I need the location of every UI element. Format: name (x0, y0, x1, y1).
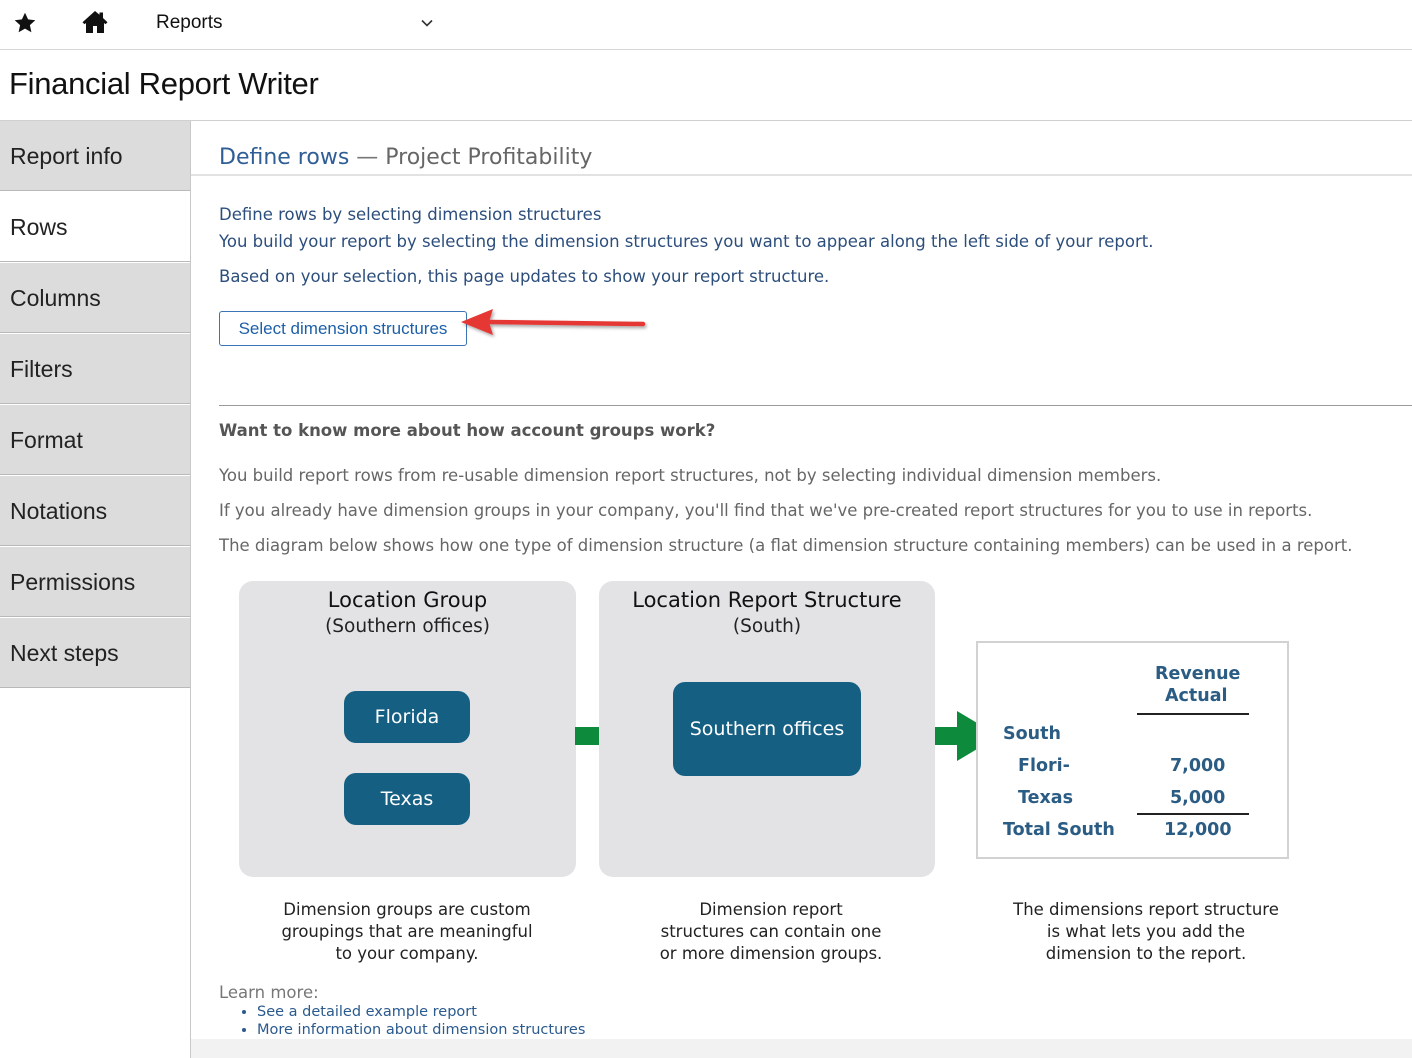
sidebar-nav (0, 121, 191, 1058)
sidebar-item-label: Columns (10, 285, 101, 311)
report-caption: The dimensions report structure is what lets you add the dimension to the report. (1013, 900, 1279, 963)
star-icon[interactable] (13, 11, 37, 35)
heading-separator: — (356, 145, 379, 170)
page-heading (219, 145, 592, 170)
bottom-strip (191, 1039, 1412, 1058)
southern-offices-box: Southern offices (673, 682, 861, 776)
app-title: Financial Report Writer (9, 66, 319, 101)
heading-divider (191, 174, 1412, 176)
report-total-value: 12,000 (1164, 820, 1232, 840)
report-total-label: Total South (1003, 820, 1115, 840)
learn-more-label: Learn more: (219, 983, 319, 1002)
body-text: You build report rows from re-usable dimension report structures, not by selecting individual dimension members. (219, 466, 1162, 485)
sidebar-item-rows[interactable] (0, 192, 190, 262)
member-box-texas: Texas (344, 773, 470, 825)
section-divider (219, 405, 1412, 406)
total-underline (1137, 813, 1249, 815)
panel-title: Location Group (327, 588, 488, 612)
report-column-header: Actual (1165, 686, 1228, 706)
top-bar (0, 0, 1412, 50)
sidebar-item-label: Format (10, 427, 83, 453)
chevron-down-icon[interactable] (420, 16, 434, 30)
report-column-header: Revenue (1155, 664, 1241, 684)
sidebar-item-label: Permissions (10, 569, 136, 595)
header-underline (1137, 713, 1249, 715)
learn-more-links (257, 1003, 585, 1039)
main-content (191, 121, 1412, 1058)
location-group-panel (239, 581, 576, 877)
page-title: Define rows (219, 145, 350, 170)
sidebar-item-columns[interactable] (0, 263, 190, 333)
intro-title: Define rows by selecting dimension structures (219, 205, 602, 224)
home-icon[interactable] (81, 8, 109, 36)
sidebar-item-label: Rows (10, 214, 68, 240)
report-name: Project Profitability (385, 145, 593, 170)
sidebar-item-label: Report info (10, 143, 123, 169)
sidebar-item-permissions[interactable] (0, 547, 190, 617)
sidebar-item-filters[interactable] (0, 334, 190, 404)
structure-caption: Dimension report structures can contain one or more dimension groups. (659, 900, 883, 963)
sidebar-item-format[interactable] (0, 405, 190, 475)
report-row-label: Flori- (1018, 756, 1070, 776)
panel-subtitle: (South) (732, 616, 802, 637)
intro-text-update: Based on your selection, this page updates to show your report structure. (219, 267, 830, 286)
group-caption: Dimension groups are custom groupings that are meaningful to your company. (281, 900, 533, 963)
report-row-value: 5,000 (1170, 788, 1226, 808)
link-example-report[interactable]: • See a detailed example report (257, 1003, 585, 1021)
panel-subtitle: (Southern offices) (325, 616, 490, 637)
sidebar-item-label: Notations (10, 498, 108, 524)
report-group-label: South (1003, 724, 1061, 744)
sidebar-item-next-steps[interactable] (0, 618, 190, 688)
more-info-heading: Want to know more about how account groups work? (219, 421, 716, 440)
annotation-arrow-icon (459, 305, 649, 345)
sidebar-item-notations[interactable] (0, 476, 190, 546)
link-dimension-structures-info[interactable]: • More information about dimension structures (257, 1021, 585, 1039)
intro-text: You build your report by selecting the dimension structures you want to appear along the left side of your report. (219, 232, 1154, 251)
sidebar-item-label: Next steps (10, 640, 119, 666)
sidebar-item-report-info[interactable] (0, 121, 190, 191)
panel-title: Location Report Structure (632, 588, 902, 612)
sidebar-item-label: Filters (10, 356, 73, 382)
report-row-value: 7,000 (1170, 756, 1226, 776)
report-row-label: Texas (1018, 788, 1073, 808)
body-text: The diagram below shows how one type of dimension structure (a flat dimension structure containing members) can be used in a report. (219, 536, 1353, 555)
body-text: If you already have dimension groups in your company, you'll find that we've pre-created report structures for you to use in reports. (219, 501, 1313, 520)
module-selector[interactable]: Reports (156, 12, 223, 33)
location-report-structure-panel (599, 581, 935, 877)
select-dimension-structures-button[interactable]: Select dimension structures (219, 311, 467, 346)
member-box-florida: Florida (344, 691, 470, 743)
